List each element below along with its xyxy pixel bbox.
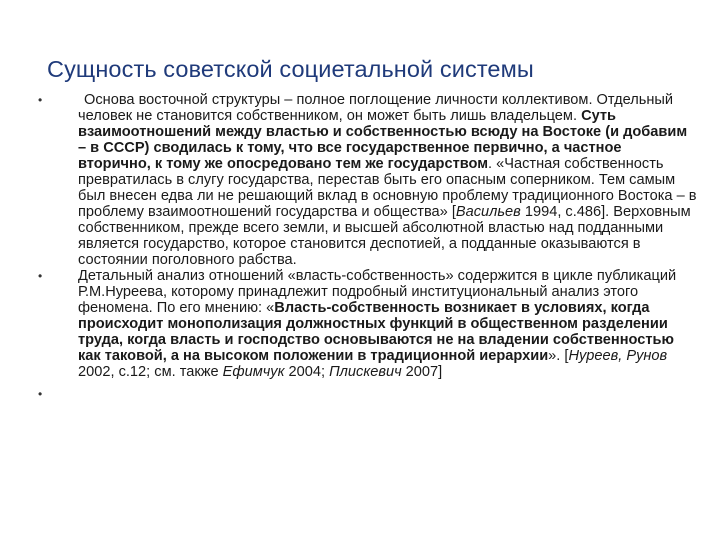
bullet-marker: •	[38, 269, 43, 283]
slide-title: Сущность советской социетальной системы	[47, 56, 534, 82]
bullet-1-text-3: 1994, с.486]. Верховным собственником, прежде всего земли, и высшей абсолютной властью над подданными является государство, которое становится деспотией, а подданные оказываются в состоянии поголовного рабства.	[78, 204, 691, 268]
bullet-2-citation-1: Нуреев, Рунов	[568, 348, 668, 364]
bullet-list	[38, 92, 698, 402]
bullet-marker: •	[38, 93, 43, 107]
bullet-2-citation-2: Ефимчук	[222, 364, 285, 380]
bullet-1-citation: Васильев	[455, 204, 521, 220]
bullet-2-text-3: 2002, с.12; см. также	[78, 364, 223, 380]
bullet-marker: •	[38, 387, 43, 401]
bullet-2-bold-text: Власть-собственность возникает в условиях, когда происходит монополизация должностных функций в общественном разделении труда, когда власть и господство основываются не на владении собственностью как таковой, а на высоком положении в традиционной иерархии	[78, 300, 674, 364]
bullet-2-text-5: 2007]	[401, 364, 443, 380]
bullet-2-citation-3: Плискевич	[329, 364, 402, 380]
bullet-item-3-empty	[38, 386, 698, 402]
bullet-2-text-1: Детальный анализ отношений «власть-собственность» содержится в цикле публикаций Р.М.Нуреева, которому принадлежит подробный институциональный анализ этого феномена. По его мнению: «	[78, 268, 677, 316]
bullet-1-text-1: Основа восточной структуры – полное поглощение личности коллективом. Отдельный человек не становится собственником, он может быть лишь владельцем.	[78, 92, 674, 124]
bullet-item-1	[38, 92, 698, 268]
bullet-1-bold-text: Суть взаимоотношений между властью и собственностью всюду на Востоке (и добавим – в СССР) сводилась к тому, что все государственное первично, а частное вторично, к тому же опосредовано тем же государством	[78, 108, 688, 172]
bullet-1-text-2: . «Частная собственность превратилась в слугу государства, перестав быть его опасным соперником. Тем самым был внесен едва ли не решающий вклад в основную проблему традиционного Востока – в проблему взаимоотношений государства и общества» [	[78, 156, 697, 220]
bullet-2-text-2: ». [	[548, 348, 569, 364]
bullet-item-2	[38, 268, 698, 380]
bullet-2-text-4: 2004;	[284, 364, 330, 380]
